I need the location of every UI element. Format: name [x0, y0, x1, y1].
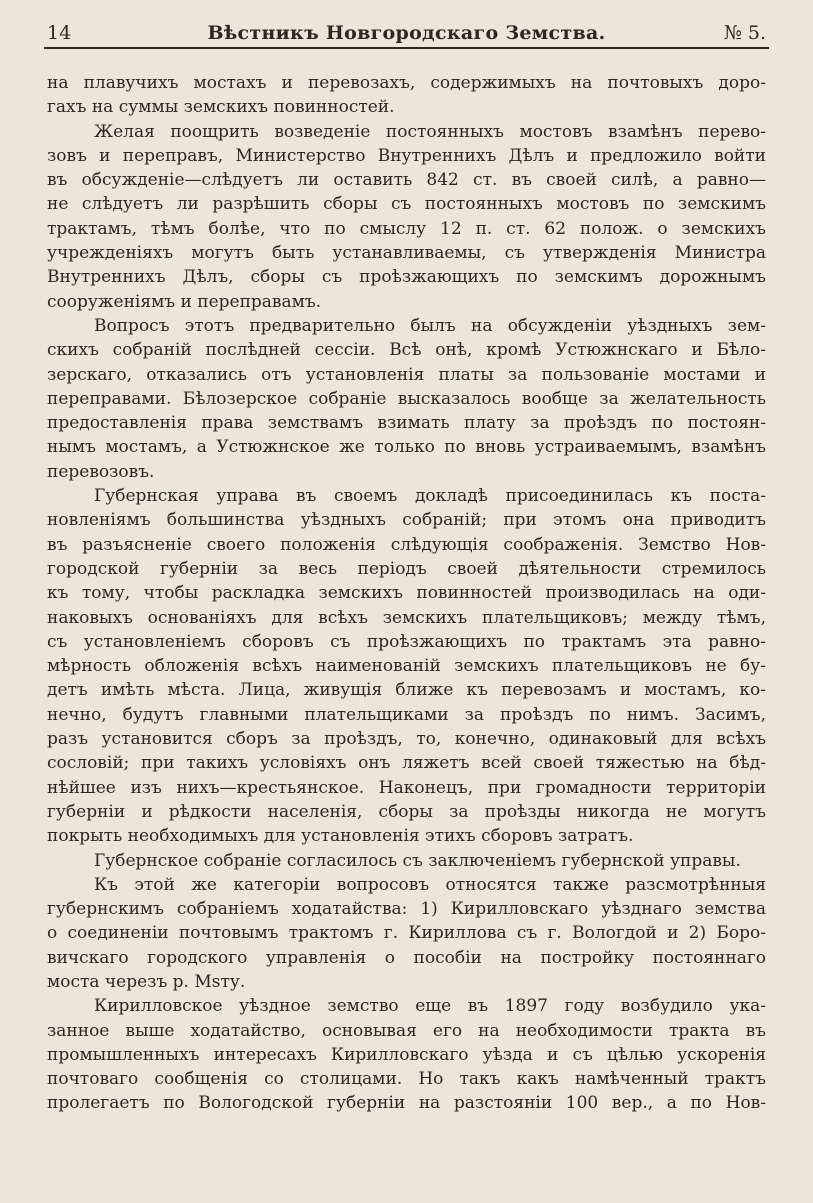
text-line: Внутреннихъ Дѣлъ, сборы съ проѣзжающихъ по земскимъ дорожнымъ [47, 267, 766, 288]
body-text [47, 71, 766, 1116]
text-line: Кирилловское уѣздное земство еще въ 1897 году возбудило ука- [94, 996, 766, 1017]
page-number: 14 [47, 22, 72, 44]
text-line: Губернская управа въ своемъ докладѣ присоединилась къ поста- [94, 486, 766, 507]
text-line: сооруженіямъ и переправамъ. [47, 291, 322, 312]
text-line: гахъ на суммы земскихъ повинностей. [47, 97, 395, 118]
text-line: нечно, будутъ главными плательщиками за проѣздъ по нимъ. Засимъ, [47, 704, 766, 725]
text-line: къ тому, чтобы раскладка земскихъ повинностей производилась на оди- [47, 583, 766, 604]
journal-title: Вѣстникъ Новгородскаго Земства. [207, 22, 606, 44]
text-line: съ установленіемъ сборовъ съ проѣзжающихъ по трактамъ эта равно- [47, 631, 766, 652]
text-line: детъ имѣть мѣста. Лица, живущія ближе къ перевозамъ и мостамъ, ко- [47, 680, 766, 701]
text-line: предоставленія права земствамъ взимать плату за проѣздъ по постоян- [47, 413, 766, 434]
text-line: нымъ мостамъ, а Устюжнское же только по вновь устраиваемымъ, взамѣнъ [47, 437, 766, 458]
issue-number: № 5. [723, 22, 766, 44]
text-line: не слѣдуетъ ли разрѣшить сборы съ постоянныхъ мостовъ по земскимъ [47, 194, 766, 215]
text-line: покрыть необходимыхъ для установленія этихъ сборовъ затратъ. [47, 826, 634, 847]
text-line: вичскаго городского управленія о пособіи на постройку постояннаго [47, 947, 766, 968]
text-line: трактамъ, тѣмъ болѣе, что по смыслу 12 п. ст. 62 полож. о земскихъ [47, 218, 766, 239]
header-rule [44, 47, 769, 49]
text-line: зерскаго, отказались отъ установленія платы за пользованіе мостами и [47, 364, 766, 385]
text-line: нѣйшее изъ нихъ—крестьянское. Наконецъ, при громадности территоріи [47, 777, 766, 798]
text-line: губернскимъ собраніемъ ходатайства: 1) Кирилловскаго уѣзднаго земства [47, 899, 766, 920]
text-line: зовъ и переправъ, Министерство Внутреннихъ Дѣлъ и предложило войти [47, 145, 766, 166]
text-line: Губернское собраніе согласилось съ заключеніемъ губернской управы. [94, 850, 741, 871]
text-line: мѣрность обложенія всѣхъ наименованій земскихъ плательщиковъ не бу- [47, 656, 766, 677]
text-line: промышленныхъ интересахъ Кирилловскаго уѣзда и съ цѣлью ускоренія [47, 1044, 766, 1065]
text-line: моста черезъ р. Msту. [47, 971, 246, 992]
text-line: городской губерніи за весь періодъ своей дѣятельности стремилось [47, 558, 766, 579]
text-line: въ разъясненіе своего положенія слѣдующія соображенія. Земство Нов- [47, 534, 766, 555]
text-line: пролегаетъ по Вологодской губерніи на разстояніи 100 вер., а по Нов- [47, 1093, 766, 1114]
text-line: учрежденіяхъ могутъ быть устанавливаемы, съ утвержденія Министра [47, 243, 766, 264]
text-line: губерніи и рѣдкости населенія, сборы за проѣзды никогда не могутъ [47, 801, 766, 822]
text-line: о соединеніи почтовымъ трактомъ г. Кириллова съ г. Вологдой и 2) Боро- [47, 923, 766, 944]
text-line: новленіямъ большинства уѣздныхъ собраній; при этомъ она приводитъ [47, 510, 766, 531]
text-line: занное выше ходатайство, основывая его на необходимости тракта въ [47, 1020, 766, 1041]
text-line: перевозовъ. [47, 461, 155, 482]
running-header [47, 22, 766, 48]
text-line: переправами. Бѣлозерское собраніе высказалось вообще за желательность [47, 388, 766, 409]
text-line: сословій; при такихъ условіяхъ онъ ляжетъ всей своей тяжестью на бѣд- [47, 753, 766, 774]
text-line: наковыхъ основаніяхъ для всѣхъ земскихъ плательщиковъ; между тѣмъ, [47, 607, 766, 628]
text-line: Вопросъ этотъ предварительно былъ на обсужденіи уѣздныхъ зем- [94, 315, 766, 336]
text-line: Къ этой же категоріи вопросовъ относятся также разсмотрѣнныя [94, 874, 766, 895]
text-line: Желая поощрить возведеніе постоянныхъ мостовъ взамѣнъ перево- [94, 121, 766, 142]
text-line: въ обсужденіе—слѣдуетъ ли оставить 842 ст. въ своей силѣ, а равно— [47, 170, 766, 191]
text-line: на плавучихъ мостахъ и перевозахъ, содержимыхъ на почтовыхъ доро- [47, 73, 766, 93]
text-line: разъ установится сборъ за проѣздъ, то, конечно, одинаковый для всѣхъ [47, 729, 766, 750]
text-line: почтоваго сообщенія со столицами. Но такъ какъ намѣченный трактъ [47, 1069, 766, 1090]
text-line: скихъ собраній послѣдней сессіи. Всѣ онѣ, кромѣ Устюжнскаго и Бѣло- [47, 340, 766, 361]
